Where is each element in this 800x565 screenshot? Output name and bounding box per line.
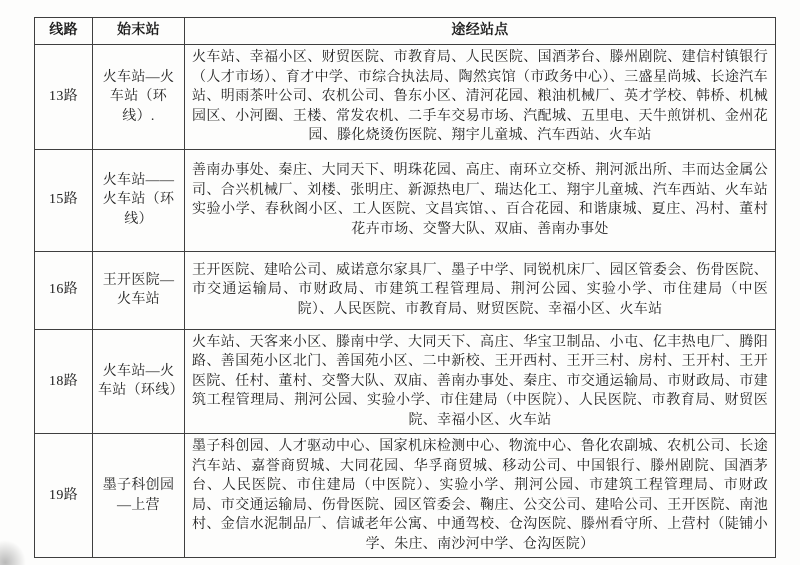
route-number-cell: 13路	[35, 45, 93, 150]
terminals-cell: 火车站—火车站（环线）	[93, 329, 185, 434]
table-row	[35, 434, 776, 558]
header-terminals: 始末站	[93, 18, 185, 45]
table-row	[35, 251, 776, 329]
stops-cell: 王开医院、建哈公司、威诺意尔家具厂、墨子中学、同锐机床厂、园区管委会、伤骨医院、市交通运输局、市财政局、市建筑工程管理局、荆河公园、实验小学、市住建局（中医院）、人民医院、市教育局、财贸医院、幸福小区、火车站	[185, 251, 776, 329]
table-header-row	[35, 18, 776, 45]
route-number-cell: 18路	[35, 329, 93, 434]
table-row	[35, 329, 776, 434]
bus-route-table	[34, 17, 776, 558]
terminals-cell: 墨子科创园—上营	[93, 434, 185, 558]
header-stops: 途经站点	[185, 18, 776, 45]
stops-cell: 火车站、幸福小区、财贸医院、市教育局、人民医院、国酒茅台、滕州剧院、建信村镇银行（人才市场）、育才中学、市综合执法局、陶然宾馆（市政务中心）、三盛星尚城、长途汽车站、明雨茶叶公司、农机公司、鲁东小区、清河花园、粮油机械厂、英才学校、韩桥、机械园区、小河圈、王楼、常发农机、二手车交易市场、汽配城、五里电、天牛煎饼机、金州花园、滕化烧烫伤医院、翔宇儿童城、汽车西站、火车站	[185, 45, 776, 150]
stops-cell: 火车站、天客来小区、滕南中学、大同天下、高庄、华宝卫制品、小屯、亿丰热电厂、腾阳路、善国苑小区北门、善国苑小区、二中新校、王开西村、王开三村、房村、王开村、王开医院、任村、董村、交警大队、双庙、善南办事处、秦庄、市交通运输局、市财政局、市建筑工程管理局、荆河公园、实验小学、市住建局（中医院）、人民医院、市教育局、财贸医院、幸福小区、火车站	[185, 329, 776, 434]
route-number-cell: 19路	[35, 434, 93, 558]
table-row	[35, 45, 776, 150]
stops-cell: 善南办事处、秦庄、大同天下、明珠花园、高庄、南环立交桥、荆河派出所、丰而达金属公司、合兴机械厂、刘楼、张明庄、新源热电厂、瑞达化工、翔宇儿童城、汽车西站、火车站实验小学、春秋阁小区、工人医院、文昌宾馆、、百合花园、和谐康城、夏庄、冯村、董村花卉市场、交警大队、双庙、善南办事处	[185, 149, 776, 251]
scan-smudge	[0, 540, 26, 565]
terminals-cell: 王开医院—火车站	[93, 251, 185, 329]
stops-cell: 墨子科创园、人才驱动中心、国家机床检测中心、物流中心、鲁化农副城、农机公司、长途汽车站、嘉誉商贸城、大同花园、华孚商贸城、移动公司、中国银行、滕州剧院、国酒茅台、人民医院、市住建局（中医院）、实验小学、荆河公园、市建筑工程管理局、市财政局、市交通运输局、伤骨医院、园区管委会、鞠庄、公交公司、建哈公司、王开医院、南池村、金信水泥制品厂、信诚老年公寓、中通驾校、仓沟医院、滕州看守所、上营村（陡铺小学、朱庄、南沙河中学、仓沟医院）	[185, 434, 776, 558]
table-row	[35, 149, 776, 251]
terminals-cell: 火车站——火车站（环线）	[93, 149, 185, 251]
terminals-cell: 火车站—火车站（环线）.	[93, 45, 185, 150]
route-table-body	[35, 45, 776, 558]
header-route-number: 线路	[35, 18, 93, 45]
route-number-cell: 16路	[35, 251, 93, 329]
route-number-cell: 15路	[35, 149, 93, 251]
